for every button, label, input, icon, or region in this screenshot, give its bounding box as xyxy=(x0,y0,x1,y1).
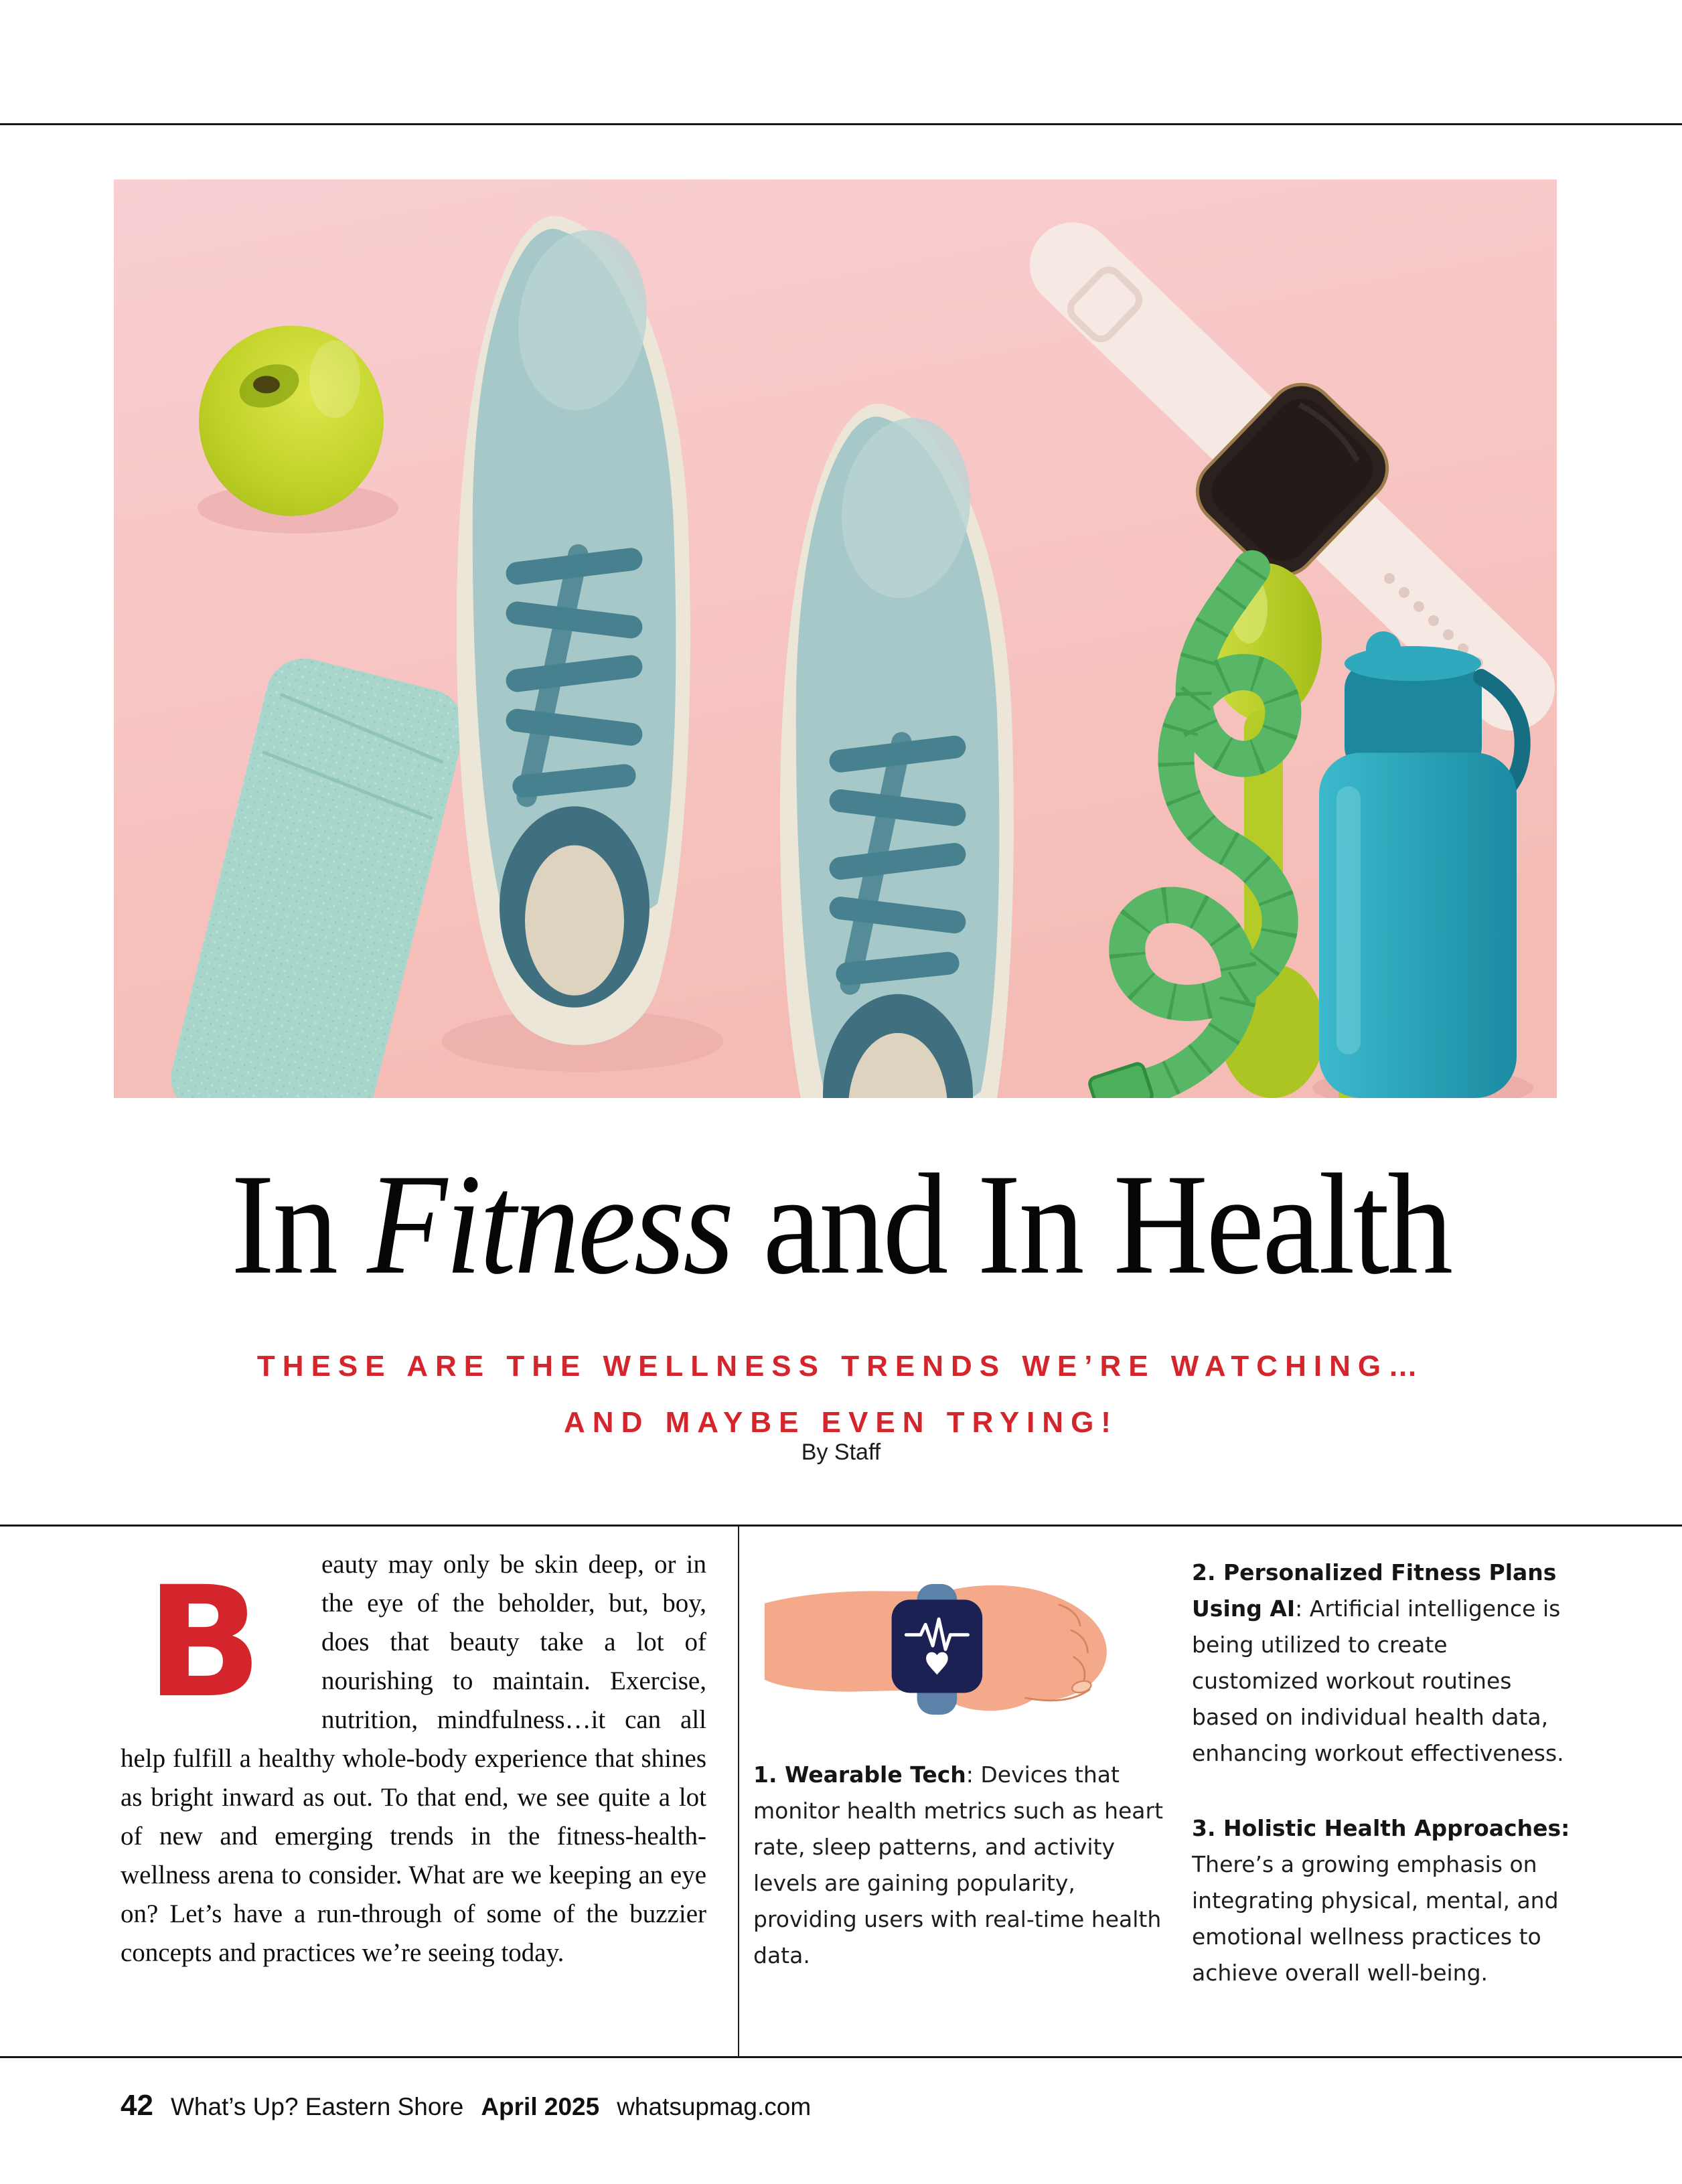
footer-rule xyxy=(0,2056,1682,2058)
title-italic-word: Fitness xyxy=(367,1144,733,1305)
watch-face xyxy=(892,1600,983,1693)
trend-1 xyxy=(753,1757,1170,1974)
sneaker-graphic xyxy=(457,216,690,1044)
trend-2-title: 2. Personalized Fitness Plans Using AI xyxy=(1192,1559,1557,1622)
intro-text: eauty may only be skin deep, or in the eye of the beholder, but, boy, does that beauty take a lot of nourishing to maintain. Exercise, nutrition, mindfulness…it can all help fulfill a healthy whole-body experience that shines as bright inward as out. To that end, we see quite a lot of new and emerging trends in the fitness-health-wellness arena to consider. What are we keeping an eye on? Let’s have a run-through of some of the buzzier concepts and practices we’re seeing today. xyxy=(121,1550,706,1967)
trend-1-title: 1. Wearable Tech xyxy=(753,1762,966,1788)
wrist-smartwatch-icon xyxy=(757,1545,1159,1721)
trend-2-body: Artificial intelligence is being utilized to create customized workout routines based on individual health data, enhancing workout effectiveness. xyxy=(1192,1595,1564,1766)
trend-1-separator: : xyxy=(966,1762,981,1788)
trend-3-title: 3. Holistic Health Approaches: xyxy=(1192,1815,1570,1841)
hero-photo xyxy=(114,179,1557,1098)
page-footer xyxy=(121,2089,811,2122)
dropcap-letter: B xyxy=(146,1553,262,1731)
middle-rule xyxy=(0,1525,1682,1527)
intro-column xyxy=(121,1545,706,1972)
issue-date: April 2025 xyxy=(481,2093,600,2120)
page-title xyxy=(0,1144,1682,1305)
trend-column-1 xyxy=(753,1541,1170,1974)
title-part2: and In Health xyxy=(732,1144,1452,1305)
trend-2-separator: : xyxy=(1295,1595,1310,1622)
trend-column-2 xyxy=(1192,1555,1579,1991)
apple-graphic xyxy=(199,325,384,516)
wearable-tech-illustration xyxy=(757,1545,1159,1721)
subtitle-line2: AND MAYBE EVEN TRYING! xyxy=(564,1406,1118,1439)
title-part1: In xyxy=(230,1144,368,1305)
trend-3 xyxy=(1192,1810,1579,1991)
trend-2 xyxy=(1192,1555,1579,1772)
intro-paragraph xyxy=(121,1545,706,1972)
subtitle xyxy=(0,1338,1682,1451)
byline: By Staff xyxy=(801,1439,881,1465)
magazine-name: What’s Up? Eastern Shore xyxy=(170,2093,464,2120)
top-rule xyxy=(0,123,1682,125)
website-url: whatsupmag.com xyxy=(617,2093,812,2120)
trend-1-body: Devices that monitor health metrics such as heart rate, sleep patterns, and activity levels are gaining popularity, providing users with real-time health data. xyxy=(753,1762,1164,1968)
subtitle-line1: THESE ARE THE WELLNESS TRENDS WE’RE WATCHING… xyxy=(256,1350,1426,1383)
column-divider xyxy=(738,1527,739,2056)
page-number: 42 xyxy=(121,2089,153,2122)
trend-3-body: There’s a growing emphasis on integrating physical, mental, and emotional wellness practices to achieve overall well-being. xyxy=(1192,1851,1559,1986)
hero-photo-graphic xyxy=(114,179,1557,1098)
